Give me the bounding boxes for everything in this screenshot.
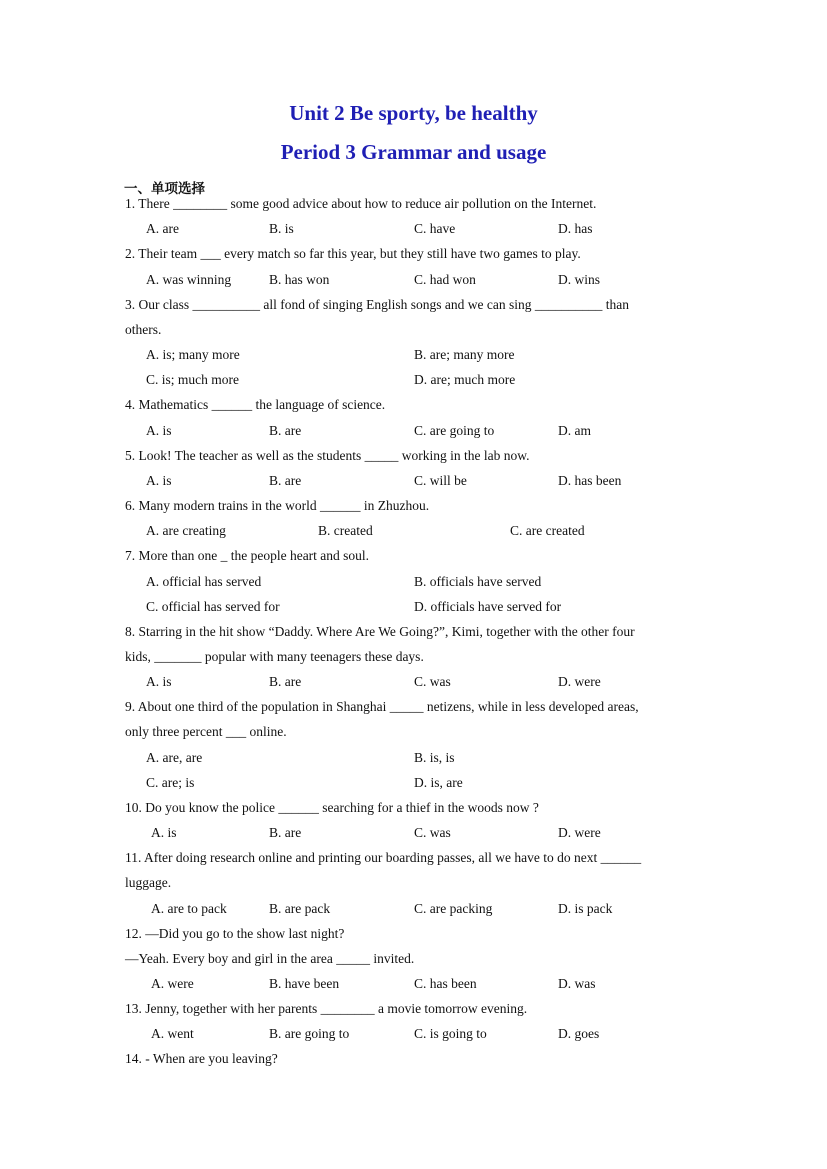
option-2d: D. wins: [558, 272, 601, 287]
option-12a: A. were: [151, 976, 194, 991]
option-7c: C. official has served for: [146, 599, 280, 614]
option-6a: A. are creating: [146, 523, 226, 538]
option-12c: C. has been: [414, 976, 477, 991]
question-2: 2. Their team ___ every match so far this year, but they still have two games to play.: [125, 246, 581, 261]
question-1: 1. There ________ some good advice about how to reduce air pollution on the Internet.: [125, 196, 597, 211]
option-10b: B. are: [269, 825, 302, 840]
option-4c: C. are going to: [414, 423, 495, 438]
question-3: 3. Our class __________ all fond of singing English songs and we can sing __________ than: [125, 297, 629, 312]
option-4a: A. is: [146, 423, 172, 438]
question-13: 13. Jenny, together with her parents ________ a movie tomorrow evening.: [125, 1001, 528, 1016]
question-8-cont: kids, _______ popular with many teenagers these days.: [125, 649, 424, 664]
option-2b: B. has won: [269, 272, 330, 287]
option-4b: B. are: [269, 423, 302, 438]
question-14: 14. - When are you leaving?: [125, 1051, 278, 1066]
option-7b: B. officials have served: [414, 574, 542, 589]
option-5a: A. is: [146, 473, 172, 488]
option-1a: A. are: [146, 221, 179, 236]
option-1c: C. have: [414, 221, 456, 236]
option-9d: D. is, are: [414, 775, 463, 790]
option-11c: C. are packing: [414, 901, 493, 916]
option-11a: A. are to pack: [151, 901, 227, 916]
page-subtitle: Period 3 Grammar and usage: [280, 140, 547, 164]
option-9a: A. are, are: [146, 750, 203, 765]
option-13d: D. goes: [558, 1026, 600, 1041]
option-10a: A. is: [151, 825, 177, 840]
question-3-cont: others.: [125, 322, 162, 337]
page-title: Unit 2 Be sporty, be healthy: [289, 101, 538, 125]
option-2a: A. was winning: [146, 272, 232, 287]
option-8d: D. were: [558, 674, 601, 689]
option-4d: D. am: [558, 423, 591, 438]
question-12: 12. —Did you go to the show last night?: [125, 926, 345, 941]
option-1d: D. has: [558, 221, 593, 236]
question-5: 5. Look! The teacher as well as the students _____ working in the lab now.: [125, 448, 530, 463]
question-10: 10. Do you know the police ______ searching for a thief in the woods now ?: [125, 800, 539, 815]
option-7d: D. officials have served for: [414, 599, 562, 614]
option-7a: A. official has served: [146, 574, 262, 589]
section-heading: 一、单项选择: [124, 181, 205, 197]
option-8a: A. is: [146, 674, 172, 689]
option-6b: B. created: [318, 523, 373, 538]
option-3d: D. are; much more: [414, 372, 516, 387]
question-7: 7. More than one _ the people heart and soul.: [125, 548, 370, 563]
question-8: 8. Starring in the hit show “Daddy. Where Are We Going?”, Kimi, together with the other four: [125, 624, 635, 639]
option-9b: B. is, is: [414, 750, 455, 765]
option-8b: B. are: [269, 674, 302, 689]
option-13a: A. went: [151, 1026, 194, 1041]
option-2c: C. had won: [414, 272, 476, 287]
question-12-cont: —Yeah. Every boy and girl in the area _____ invited.: [125, 951, 415, 966]
option-3c: C. is; much more: [146, 372, 239, 387]
option-3a: A. is; many more: [146, 347, 240, 362]
question-9-cont: only three percent ___ online.: [125, 724, 287, 739]
option-10c: C. was: [414, 825, 451, 840]
question-9: 9. About one third of the population in Shanghai _____ netizens, while in less developed areas,: [125, 699, 639, 714]
option-12b: B. have been: [269, 976, 340, 991]
question-11-cont: luggage.: [125, 875, 172, 890]
option-13b: B. are going to: [269, 1026, 350, 1041]
option-10d: D. were: [558, 825, 601, 840]
option-5b: B. are: [269, 473, 302, 488]
option-1b: B. is: [269, 221, 294, 236]
option-5c: C. will be: [414, 473, 467, 488]
option-11b: B. are pack: [269, 901, 331, 916]
option-6c: C. are created: [510, 523, 585, 538]
question-11: 11. After doing research online and printing our boarding passes, all we have to do next ______: [125, 850, 642, 865]
question-6: 6. Many modern trains in the world ______ in Zhuzhou.: [125, 498, 430, 513]
question-4: 4. Mathematics ______ the language of science.: [125, 397, 386, 412]
option-9c: C. are; is: [146, 775, 195, 790]
option-12d: D. was: [558, 976, 596, 991]
option-8c: C. was: [414, 674, 451, 689]
option-5d: D. has been: [558, 473, 622, 488]
option-3b: B. are; many more: [414, 347, 515, 362]
option-13c: C. is going to: [414, 1026, 487, 1041]
option-11d: D. is pack: [558, 901, 613, 916]
